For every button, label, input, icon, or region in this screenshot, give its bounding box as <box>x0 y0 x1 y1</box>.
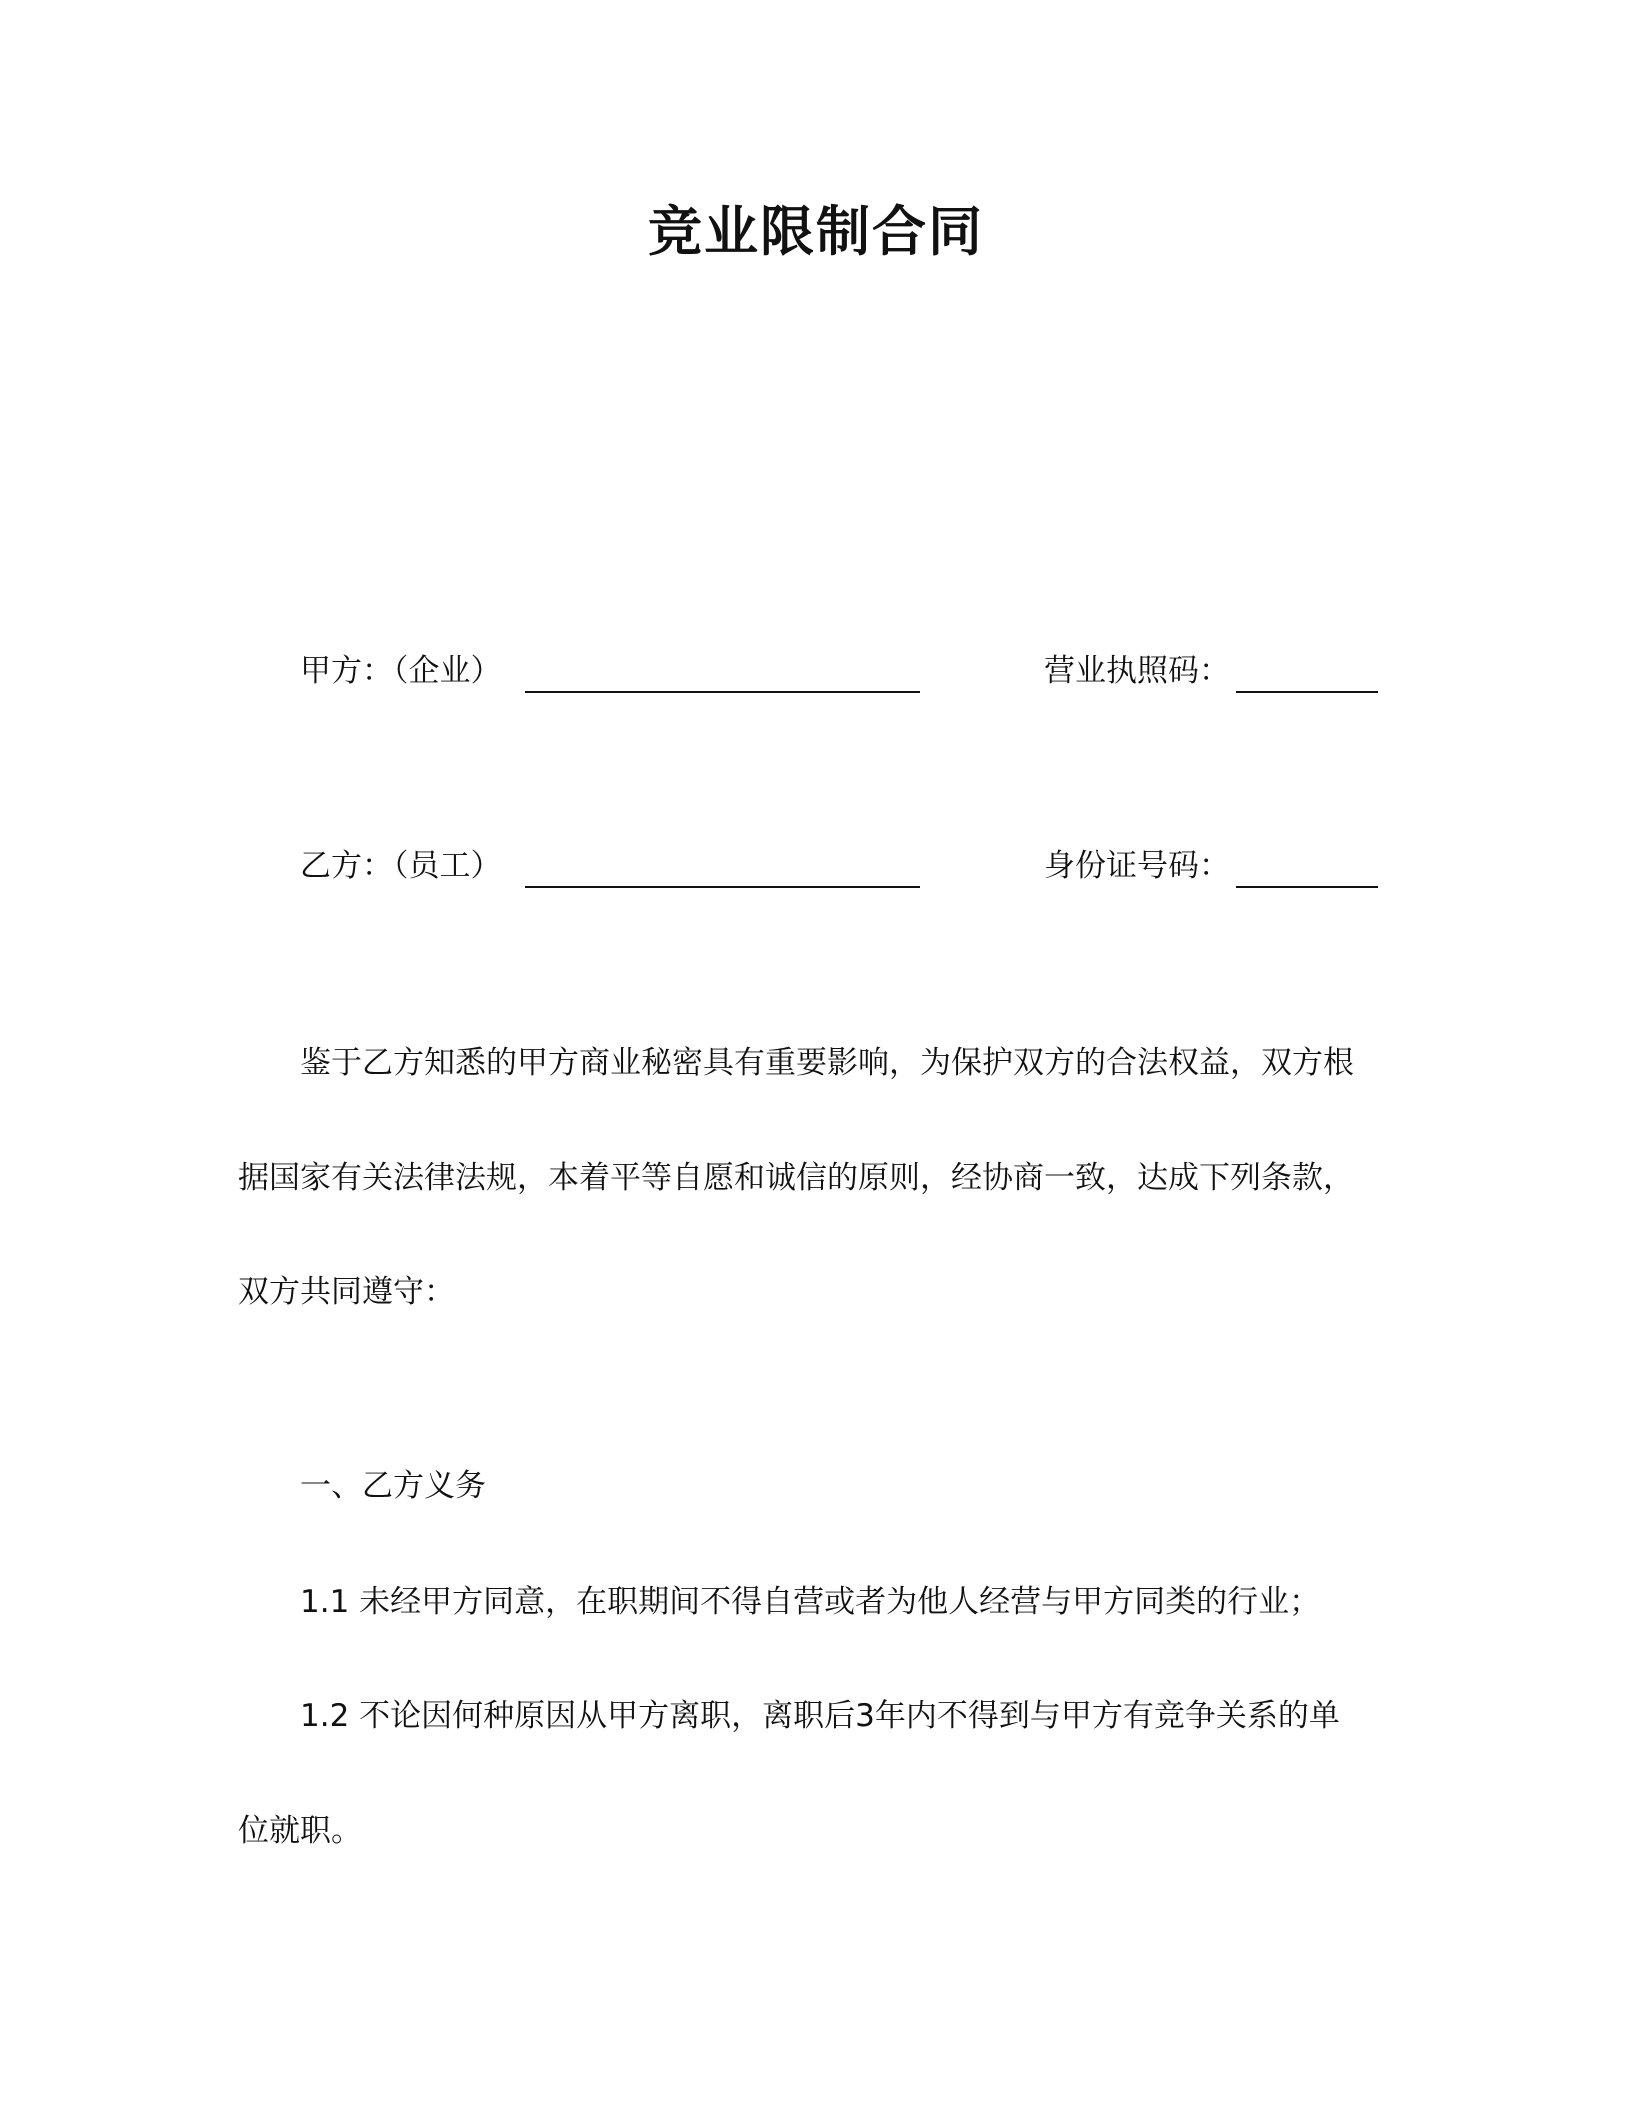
document-title: 竞业限制合同 <box>648 200 984 263</box>
id-number-label: 身份证号码： <box>1044 848 1230 884</box>
preamble-line-3: 双方共同遵守： <box>238 1274 455 1310</box>
section-1-heading: 一、乙方义务 <box>300 1468 486 1504</box>
id-number-field[interactable] <box>1236 886 1378 888</box>
party-b-row <box>0 836 1632 896</box>
business-license-label: 营业执照码： <box>1044 653 1230 689</box>
preamble-line-1: 鉴于乙方知悉的甲方商业秘密具有重要影响，为保护双方的合法权益，双方根 <box>300 1045 1354 1081</box>
clause-1-2-line-2: 位就职。 <box>238 1813 362 1849</box>
party-b-label: 乙方：（员工） <box>300 848 502 884</box>
party-b-name-field[interactable] <box>525 886 920 888</box>
clause-1-2-line-1: 1.2 不论因何种原因从甲方离职，离职后3年内不得到与甲方有竞争关系的单 <box>300 1698 1340 1734</box>
party-a-row <box>0 641 1632 701</box>
preamble-line-2: 据国家有关法律法规，本着平等自愿和诚信的原则，经协商一致，达成下列条款， <box>238 1160 1354 1196</box>
clause-1-1: 1.1 未经甲方同意，在职期间不得自营或者为他人经营与甲方同类的行业； <box>300 1584 1321 1620</box>
party-a-label: 甲方：（企业） <box>300 653 502 689</box>
party-a-name-field[interactable] <box>525 691 920 693</box>
business-license-field[interactable] <box>1236 691 1378 693</box>
